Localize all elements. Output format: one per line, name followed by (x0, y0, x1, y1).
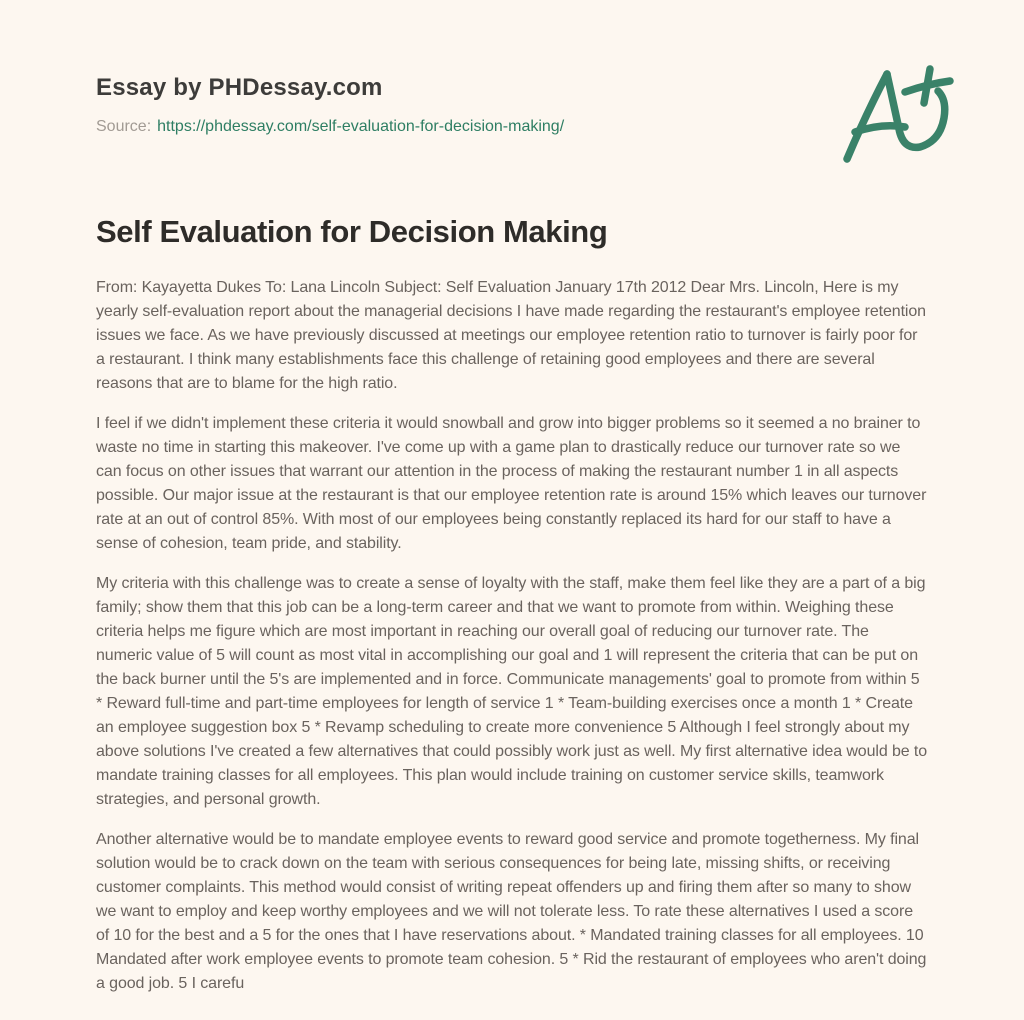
phdessay-a-plus-logo-icon (842, 60, 956, 170)
essay-paragraph-2: I feel if we didn't implement these criteria it would snowball and grow into bigger problems so it seemed a no brainer to waste no time in starting this makeover. I've come up with a game plan to drastically reduce our turnover rate so we can focus on other issues that warrant our attention in the process of making the restaurant number 1 in all aspects possible. Our major issue at the restaurant is that our employee retention rate is around 15% which leaves our turnover rate at an out of control 85%. With most of our employees being constantly replaced its hard for our staff to have a sense of cohesion, team pride, and stability. (96, 415, 927, 552)
essay-paragraph-1: From: Kayayetta Dukes To: Lana Lincoln Subject: Self Evaluation January 17th 2012 Dear Mrs. Lincoln, Here is my yearly self-evaluation report about the managerial decisions I have made regarding the restaurant's employee retention issues we face. As we have previously discussed at meetings our employee retention ratio to turnover is fairly poor for a restaurant. I think many establishments face this challenge of retaining good employees and there are several reasons that are to blame for the high ratio. (96, 279, 926, 392)
source-label: Source: (96, 118, 152, 135)
source-url-link[interactable]: https://phdessay.com/self-evaluation-for-decision-making/ (157, 118, 565, 135)
essay-body (96, 276, 928, 996)
site-brand-title: Essay by PHDessay.com (96, 74, 383, 101)
essay-paragraph-4: Another alternative would be to mandate employee events to reward good service and promote togetherness. My final solution would be to crack down on the team with serious consequences for being late, missing shifts, or receiving customer complaints. This method would consist of writing repeat offenders up and firing them after so many to show we want to employ and keep worthy employees and we will not tolerate less. To rate these alternatives I used a score of 10 for the best and a 5 for the ones that I have reservations about. * Mandated training classes for all employees. 10 Mandated after work employee events to promote team cohesion. 5 * Rid the restaurant of employees who aren't doing a good job. 5 I carefu (96, 831, 927, 992)
essay-paragraph-3: My criteria with this challenge was to create a sense of loyalty with the staff, make them feel like they are a part of a big family; show them that this job can be a long-term career and that we want to promote from within. Weighing these criteria helps me figure which are most important in reaching our overall goal of reducing our turnover rate. The numeric value of 5 will count as most vital in accomplishing our goal and 1 will represent the criteria that can be put on the back burner until the 5's are implemented and in force. Communicate managements' goal to promote from within 5 * Reward full-time and part-time employees for length of service 1 * Team-building exercises once a month 1 * Create an employee suggestion box 5 * Revamp scheduling to create more convenience 5 Although I feel strongly about my above solutions I've created a few alternatives that could possibly work just as well. My first alternative idea would be to mandate training classes for all employees. This plan would include training on customer service skills, teamwork strategies, and personal growth. (96, 575, 928, 808)
essay-title: Self Evaluation for Decision Making (96, 214, 608, 249)
source-line (96, 118, 928, 136)
